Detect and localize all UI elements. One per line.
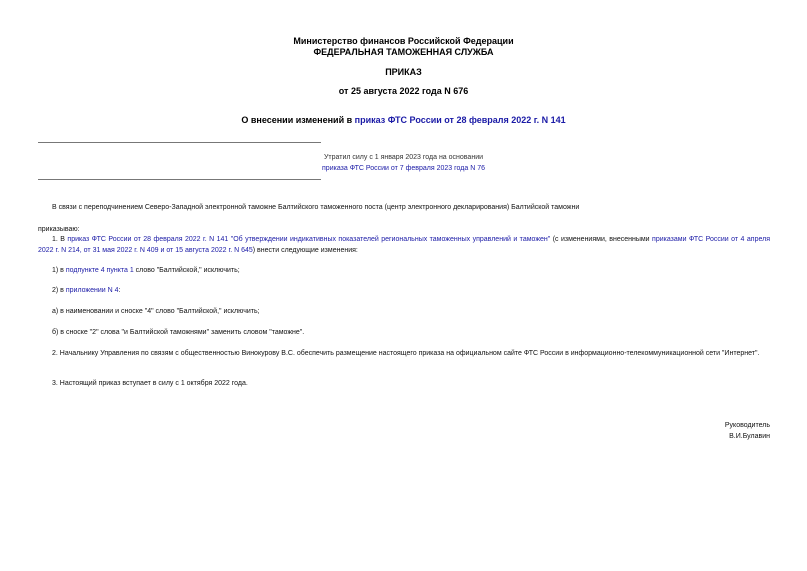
item-1-text-b: (с изменениями, внесенными xyxy=(550,236,653,243)
subitem-1 xyxy=(38,265,770,276)
signatory-name: В.И.Булавин xyxy=(729,433,770,440)
item-1-text-c: ) внести следующие изменения: xyxy=(252,247,358,254)
item-2: 2. Начальнику Управления по связям с общественностью Винокурову В.С. обеспечить размещение настоящего приказа на официальном сайте ФТС России в информационно-телекоммуникационной сети "Интернет". xyxy=(52,350,760,357)
order-word: приказываю: xyxy=(38,226,80,233)
subject-prefix: О внесении изменений в xyxy=(241,115,355,125)
subitem-2 xyxy=(38,285,770,296)
subject-link[interactable]: приказ ФТС России от 28 февраля 2022 г. N 141 xyxy=(354,115,566,125)
subitem-1-text-a: 1) в xyxy=(52,267,66,274)
repeal-note-text: Утратил силу с 1 января 2023 года на основании xyxy=(323,154,484,161)
repeal-note xyxy=(0,152,807,174)
subitem-1-link[interactable]: подпункте 4 пункта 1 xyxy=(65,267,134,274)
repeal-note-link[interactable]: приказа ФТС России от 7 февраля 2023 года N 76 xyxy=(322,165,485,172)
subitem-1-text-b: слово "Балтийской," исключить; xyxy=(133,267,240,274)
subitem-2b: б) в сноске "2" слова "и Балтийской таможнями" заменить словом "таможне". xyxy=(52,329,305,336)
document-subject xyxy=(0,115,807,126)
signatory-title: Руководитель xyxy=(724,422,770,429)
item-1 xyxy=(38,234,770,256)
service-name: ФЕДЕРАЛЬНАЯ ТАМОЖЕННАЯ СЛУЖБА xyxy=(313,47,494,57)
item-1-text-a: 1. В xyxy=(52,236,68,243)
intro-paragraph: В связи с переподчинением Северо-Западной электронной таможне Балтийского таможенного поста (центр электронного декларирования) Балтийской таможни xyxy=(52,204,580,211)
subitem-2-text-a: 2) в xyxy=(52,287,66,294)
subitem-2a: а) в наименовании и сноске "4" слово "Балтийской," исключить; xyxy=(52,308,260,315)
item-1-link-amendments[interactable]: приказами ФТС России от 4 апреля 2022 г. N 214, от 31 мая 2022 г. N 409 и от 15 августа 2022 г. N 645 xyxy=(38,236,770,254)
document-type: ПРИКАЗ xyxy=(385,67,422,77)
note-divider-top xyxy=(38,142,321,143)
item-1-link-order[interactable]: приказ ФТС России от 28 февраля 2022 г. N 141 "Об утверждении индикативных показателей региональных таможенных управлений и таможен" xyxy=(67,236,551,243)
note-divider-bottom xyxy=(38,179,321,180)
document-date: от 25 августа 2022 года N 676 xyxy=(338,86,469,96)
item-3: 3. Настоящий приказ вступает в силу с 1 октября 2022 года. xyxy=(52,380,248,387)
subitem-2-text-b: : xyxy=(118,287,121,294)
signature-block xyxy=(725,420,770,442)
ministry-name: Министерство финансов Российской Федерации xyxy=(293,36,514,46)
subitem-2-link[interactable]: приложении N 4 xyxy=(65,287,119,294)
